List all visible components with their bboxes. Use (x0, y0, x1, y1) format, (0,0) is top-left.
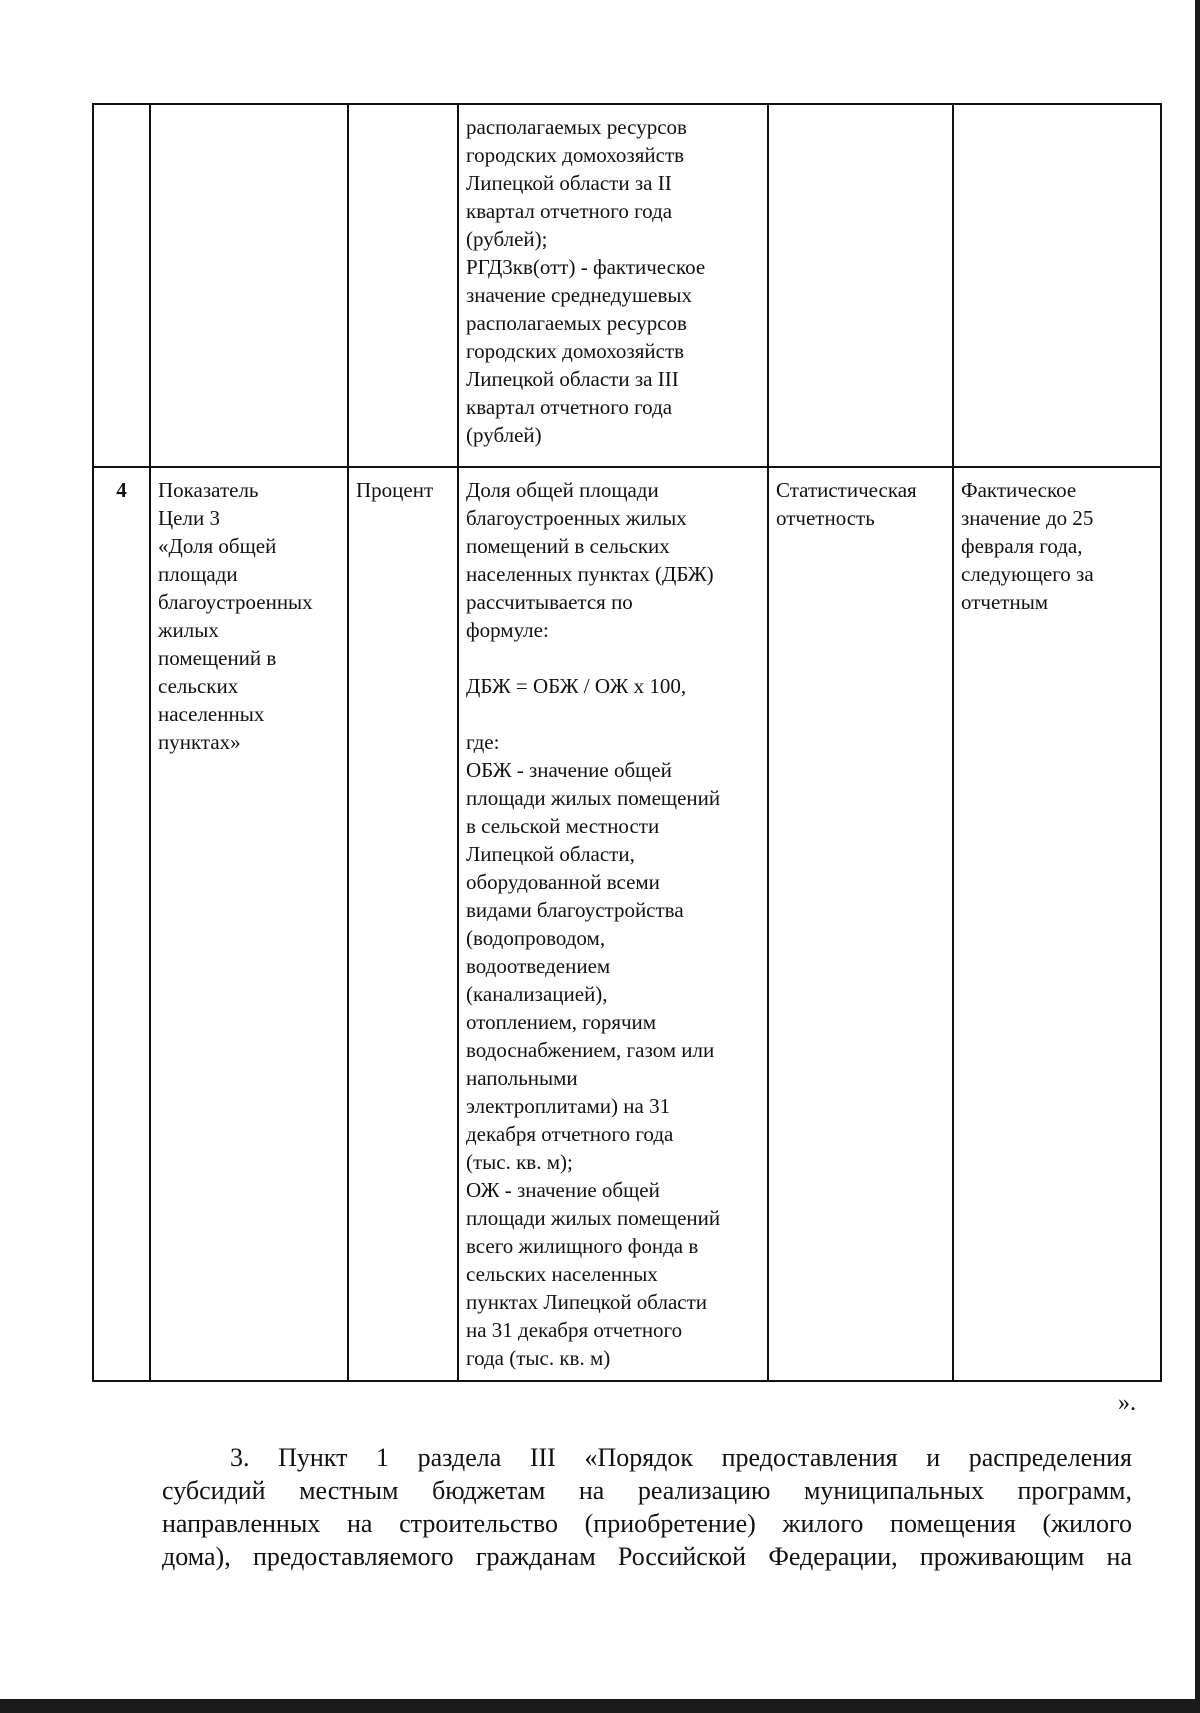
text-line: значение среднедушевых (466, 283, 692, 307)
indicator-cell (150, 467, 348, 1381)
text-line: видами благоустройства (466, 898, 684, 922)
table-row-4 (93, 467, 1161, 1381)
method-cell (458, 104, 768, 467)
text-line: Статистическая (776, 478, 917, 502)
blank-line (466, 700, 760, 728)
text-line: жилых (158, 618, 219, 642)
text-line: сельских (158, 674, 239, 698)
text-line: рассчитывается по (466, 590, 633, 614)
text-line: оборудованной всеми (466, 870, 660, 894)
text-line: квартал отчетного года (466, 395, 673, 419)
text-line: отчетным (961, 590, 1049, 614)
text-line: где: (466, 730, 500, 754)
text-line: ОБЖ - значение общей (466, 758, 672, 782)
method-text (466, 113, 760, 449)
scan-border-right (1195, 0, 1200, 1713)
text-line: Липецкой области, (466, 842, 635, 866)
text-line: площади (158, 562, 238, 586)
text-line: (рублей) (466, 423, 542, 447)
method-text (466, 476, 760, 1372)
text-line: квартал отчетного года (466, 199, 673, 223)
text-line: формуле: (466, 618, 549, 642)
closing-quote: ». (1118, 1390, 1136, 1416)
text-line: отоплением, горячим (466, 1010, 657, 1034)
indicator-table (92, 103, 1162, 1382)
text-line: располагаемых ресурсов (466, 115, 687, 139)
text-line: водоснабжением, газом или (466, 1038, 715, 1062)
text-line: РГД3кв(отт) - фактическое (466, 255, 706, 279)
timing-cell (953, 467, 1161, 1381)
text-line: городских домохозяйств (466, 143, 685, 167)
text-line: (рублей); (466, 227, 548, 251)
text-line: «Доля общей (158, 534, 277, 558)
text-line: пунктах» (158, 730, 241, 754)
paragraph-line: дома), предоставляемого гражданам Российской Федерации, проживающим на (162, 1542, 1132, 1571)
text-line: отчетность (776, 506, 875, 530)
text-line: всего жилищного фонда в (466, 1234, 699, 1258)
text-line: (тыс. кв. м); (466, 1150, 573, 1174)
text-line: городских домохозяйств (466, 339, 685, 363)
text-line: электроплитами) на 31 (466, 1094, 671, 1118)
text-line: ОЖ - значение общей (466, 1178, 660, 1202)
text-line: населенных (158, 702, 265, 726)
text-line: площади жилых помещений (466, 786, 721, 810)
text-line: в сельской местности (466, 814, 660, 838)
text-line: следующего за (961, 562, 1094, 586)
row-number-cell (93, 104, 150, 467)
text-line: Липецкой области за II (466, 171, 672, 195)
text-line: располагаемых ресурсов (466, 311, 687, 335)
text-line: декабря отчетного года (466, 1122, 674, 1146)
text-line: (водопроводом, (466, 926, 606, 950)
text-line: февраля года, (961, 534, 1083, 558)
text-line: Фактическое (961, 478, 1077, 502)
indicator-text (158, 476, 340, 756)
text-line: сельских населенных (466, 1262, 658, 1286)
text-line: пунктах Липецкой области (466, 1290, 708, 1314)
table-row-continued (93, 104, 1161, 467)
unit-cell (348, 104, 458, 467)
text-line: Показатель (158, 478, 259, 502)
unit-cell: Процент (348, 467, 458, 1381)
text-line: года (тыс. кв. м) (466, 1346, 611, 1370)
text-line: помещений в (158, 646, 277, 670)
text-line: на 31 декабря отчетного (466, 1318, 683, 1342)
text-line: Доля общей площади (466, 478, 659, 502)
text-line: площади жилых помещений (466, 1206, 721, 1230)
text-line: (канализацией), (466, 982, 608, 1006)
text-line: ДБЖ = ОБЖ / ОЖ х 100, (466, 674, 687, 698)
text-line: напольными (466, 1066, 578, 1090)
source-text (776, 476, 945, 532)
paragraph-line: 3. Пункт 1 раздела III «Порядок предоставления и распределения (230, 1443, 1132, 1472)
text-line: благоустроенных (158, 590, 313, 614)
text-line: водоотведением (466, 954, 611, 978)
text-line: значение до 25 (961, 506, 1094, 530)
indicator-cell (150, 104, 348, 467)
row-number-cell: 4 (93, 467, 150, 1381)
text-line: Цели 3 (158, 506, 220, 530)
source-cell (768, 467, 953, 1381)
text-line: Липецкой области за III (466, 367, 679, 391)
text-line: населенных пунктах (ДБЖ) (466, 562, 714, 586)
body-paragraph (162, 1441, 1132, 1573)
paragraph-line: субсидий местным бюджетам на реализацию муниципальных программ, (162, 1476, 1132, 1505)
timing-cell (953, 104, 1161, 467)
timing-text (961, 476, 1153, 616)
blank-line (466, 644, 760, 672)
source-cell (768, 104, 953, 467)
scan-border-bottom (0, 1699, 1200, 1713)
text-line: помещений в сельских (466, 534, 670, 558)
text-line: благоустроенных жилых (466, 506, 687, 530)
paragraph-line: направленных на строительство (приобретение) жилого помещения (жилого (162, 1509, 1132, 1538)
method-cell (458, 467, 768, 1381)
